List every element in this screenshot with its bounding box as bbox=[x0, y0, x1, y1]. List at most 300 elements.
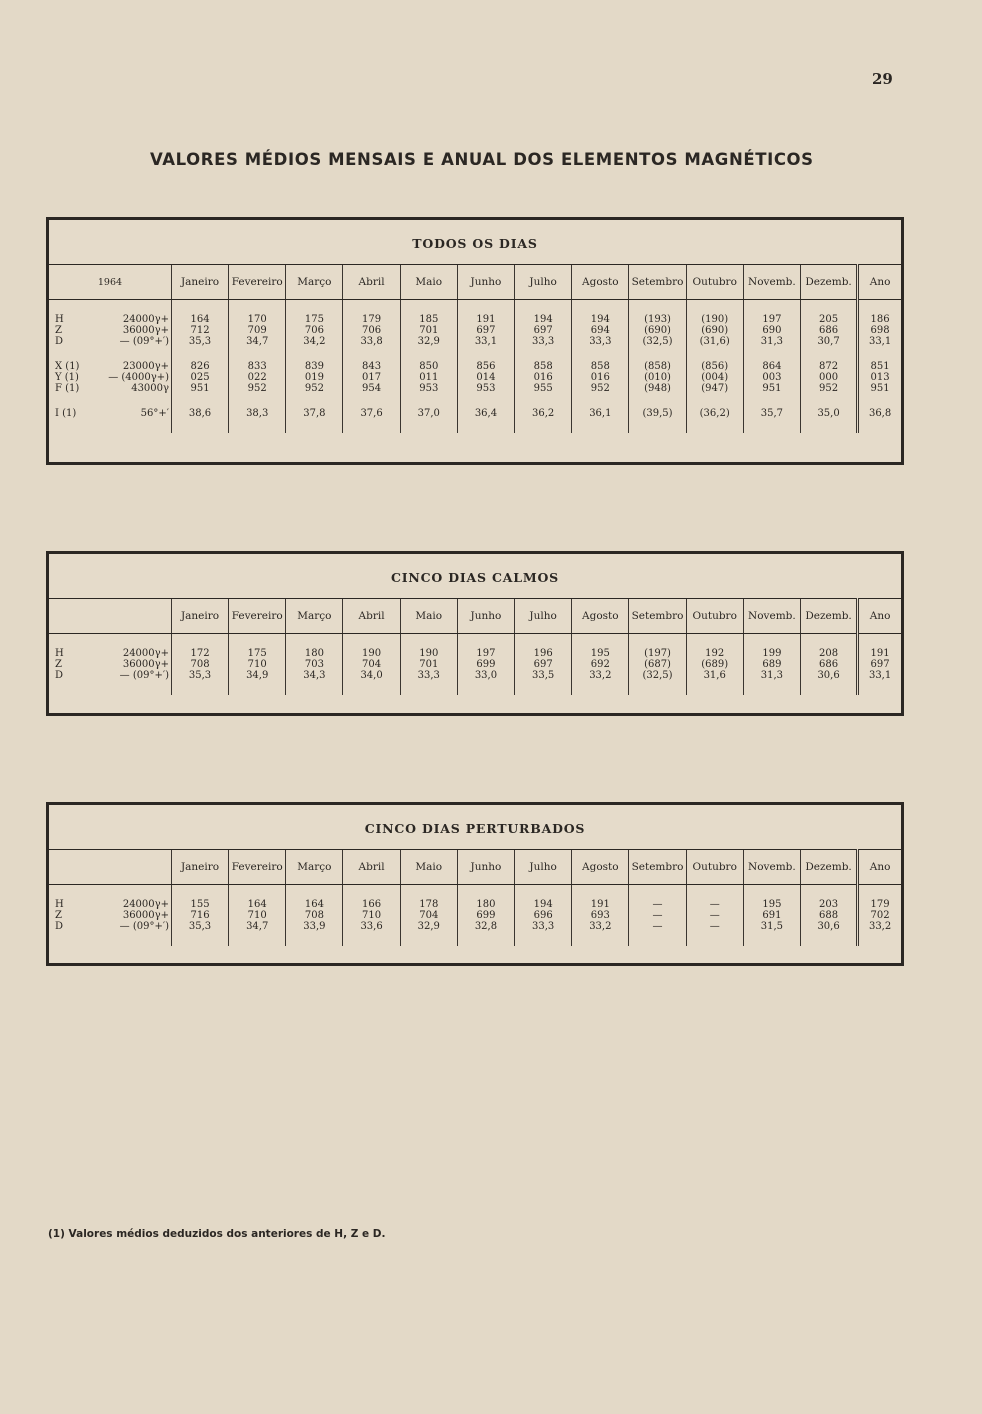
cell-value: 180 bbox=[304, 648, 324, 659]
cell-value: 697 bbox=[533, 659, 553, 670]
month-cell bbox=[800, 899, 857, 932]
month-cell bbox=[171, 314, 228, 347]
month-header: Junho bbox=[457, 599, 514, 634]
element-symbol: D bbox=[55, 336, 64, 347]
base-value: 23000γ+ bbox=[122, 361, 169, 372]
cell-value: 175 bbox=[247, 648, 267, 659]
row-label bbox=[55, 314, 171, 325]
spacer-cell bbox=[858, 885, 901, 900]
spacer-cell bbox=[743, 394, 800, 408]
month-cell bbox=[343, 899, 400, 932]
cell-value: (004) bbox=[701, 372, 729, 383]
cell-value: 197 bbox=[762, 314, 782, 325]
month-cell bbox=[686, 361, 743, 394]
spacer-cell bbox=[343, 394, 400, 408]
cell-value: 872 bbox=[819, 361, 839, 372]
spacer-cell bbox=[686, 347, 743, 361]
cell-value: 35,3 bbox=[188, 670, 212, 681]
spacer-cell bbox=[858, 932, 901, 946]
cell-value: 693 bbox=[590, 910, 610, 921]
month-cell bbox=[457, 314, 514, 347]
year-header bbox=[49, 850, 171, 885]
month-header: Dezemb. bbox=[800, 850, 857, 885]
row-labels bbox=[49, 361, 171, 394]
cell-value: 179 bbox=[870, 899, 890, 910]
cell-value: 33,2 bbox=[589, 670, 612, 681]
month-header: Maio bbox=[400, 265, 457, 300]
cell-value: 951 bbox=[190, 383, 210, 394]
cell-value: 166 bbox=[362, 899, 382, 910]
month-cell bbox=[629, 408, 686, 419]
spacer-cell bbox=[457, 347, 514, 361]
cell-value: 32,8 bbox=[474, 921, 498, 932]
spacer-cell bbox=[171, 419, 228, 433]
cell-value: (197) bbox=[644, 648, 671, 659]
month-header: Junho bbox=[457, 850, 514, 885]
cell-value: (31,6) bbox=[699, 336, 730, 347]
cell-value: 698 bbox=[870, 325, 890, 336]
spacer-cell bbox=[171, 300, 228, 315]
cell-value: 013 bbox=[870, 372, 890, 383]
base-value: 36000γ+ bbox=[122, 325, 169, 336]
row-labels bbox=[49, 408, 171, 419]
cell-value: (690) bbox=[644, 325, 671, 336]
base-value: 36000γ+ bbox=[122, 910, 169, 921]
spacer-cell bbox=[800, 932, 857, 946]
month-cell bbox=[800, 314, 857, 347]
cell-value: 688 bbox=[819, 910, 839, 921]
cell-value: 34,3 bbox=[303, 670, 326, 681]
cell-value: (687) bbox=[644, 659, 671, 670]
table-title: CINCO DIAS PERTURBADOS bbox=[364, 821, 586, 836]
cell-value: 185 bbox=[419, 314, 439, 325]
annual-cell bbox=[858, 314, 901, 347]
row-label bbox=[55, 899, 171, 910]
month-header: Agosto bbox=[572, 599, 629, 634]
cell-value: 33,2 bbox=[868, 921, 892, 932]
cell-value: 205 bbox=[819, 314, 839, 325]
cell-value: 33,8 bbox=[360, 336, 383, 347]
cell-value: 697 bbox=[533, 325, 553, 336]
cell-value: 35,3 bbox=[188, 921, 212, 932]
cell-value: 36,8 bbox=[868, 408, 892, 419]
spacer-cell bbox=[686, 681, 743, 695]
cell-value: (010) bbox=[644, 372, 671, 383]
cell-value: (689) bbox=[701, 659, 729, 670]
cell-value: 952 bbox=[304, 383, 324, 394]
cell-value: (32,5) bbox=[642, 336, 673, 347]
page-number: 29 bbox=[872, 70, 893, 88]
cell-value: 32,9 bbox=[417, 336, 440, 347]
cell-value: — bbox=[709, 910, 720, 921]
spacer-cell bbox=[800, 419, 857, 433]
element-symbol: Y (1) bbox=[55, 372, 79, 383]
spacer-cell bbox=[743, 419, 800, 433]
spacer-cell bbox=[400, 347, 457, 361]
spacer-cell bbox=[171, 634, 228, 649]
spacer-cell bbox=[743, 300, 800, 315]
month-cell bbox=[629, 314, 686, 347]
month-cell bbox=[457, 648, 514, 681]
spacer-cell bbox=[49, 394, 171, 408]
cell-value: 33,1 bbox=[474, 336, 498, 347]
spacer-cell bbox=[49, 300, 171, 315]
cell-value: 708 bbox=[304, 910, 324, 921]
cell-value: 704 bbox=[419, 910, 439, 921]
annual-header: Ano bbox=[858, 850, 901, 885]
row-label bbox=[55, 408, 171, 419]
cell-value: 709 bbox=[247, 325, 267, 336]
month-cell bbox=[229, 361, 286, 394]
spacer-cell bbox=[686, 419, 743, 433]
month-header: Setembro bbox=[629, 850, 686, 885]
cell-value: 003 bbox=[762, 372, 782, 383]
spacer-cell bbox=[457, 300, 514, 315]
cell-value: 33,0 bbox=[474, 670, 498, 681]
month-cell bbox=[743, 899, 800, 932]
spacer-cell bbox=[457, 634, 514, 649]
cell-value: 33,1 bbox=[868, 336, 892, 347]
month-cell bbox=[515, 361, 572, 394]
cell-value: 833 bbox=[247, 361, 267, 372]
cell-value: 694 bbox=[590, 325, 610, 336]
month-cell bbox=[400, 899, 457, 932]
month-cell bbox=[229, 648, 286, 681]
month-cell bbox=[515, 314, 572, 347]
spacer-cell bbox=[229, 885, 286, 900]
spacer-cell bbox=[286, 394, 343, 408]
cell-value: — bbox=[652, 899, 663, 910]
spacer-cell bbox=[400, 394, 457, 408]
base-value: — (09°+′) bbox=[119, 921, 169, 932]
month-cell bbox=[572, 361, 629, 394]
spacer-cell bbox=[49, 634, 171, 649]
month-cell bbox=[800, 408, 857, 419]
annual-cell bbox=[858, 899, 901, 932]
month-cell bbox=[572, 899, 629, 932]
spacer-cell bbox=[343, 681, 400, 695]
cell-value: 33,3 bbox=[532, 921, 555, 932]
row-label bbox=[55, 670, 171, 681]
row-label bbox=[55, 361, 171, 372]
month-cell bbox=[286, 648, 343, 681]
element-symbol: X (1) bbox=[55, 361, 80, 372]
cell-value: 953 bbox=[419, 383, 439, 394]
cell-value: 38,6 bbox=[188, 408, 212, 419]
table-row bbox=[49, 408, 901, 419]
spacer-cell bbox=[800, 885, 857, 900]
month-cell bbox=[400, 408, 457, 419]
month-cell bbox=[400, 648, 457, 681]
spacer-cell bbox=[743, 347, 800, 361]
cell-value: 191 bbox=[476, 314, 496, 325]
spacer-row bbox=[49, 634, 901, 649]
table-row bbox=[49, 361, 901, 394]
spacer-cell bbox=[229, 932, 286, 946]
table-row bbox=[49, 899, 901, 932]
month-header: Outubro bbox=[686, 265, 743, 300]
cell-value: 858 bbox=[590, 361, 610, 372]
spacer-cell bbox=[49, 932, 171, 946]
cell-value: 186 bbox=[870, 314, 890, 325]
cell-value: 952 bbox=[819, 383, 839, 394]
spacer-cell bbox=[629, 394, 686, 408]
cell-value: 203 bbox=[819, 899, 839, 910]
cell-value: 199 bbox=[762, 648, 782, 659]
cell-value: (193) bbox=[644, 314, 671, 325]
month-cell bbox=[686, 648, 743, 681]
cell-value: 016 bbox=[590, 372, 610, 383]
cell-value: — bbox=[652, 910, 663, 921]
cell-value: 025 bbox=[190, 372, 210, 383]
month-header: Janeiro bbox=[171, 850, 228, 885]
spacer-cell bbox=[49, 419, 171, 433]
cell-value: 37,0 bbox=[417, 408, 440, 419]
month-header: Setembro bbox=[629, 599, 686, 634]
cell-value: 712 bbox=[190, 325, 210, 336]
month-cell bbox=[515, 648, 572, 681]
cell-value: 706 bbox=[304, 325, 324, 336]
spacer-cell bbox=[629, 300, 686, 315]
spacer-cell bbox=[457, 932, 514, 946]
cell-value: (39,5) bbox=[642, 408, 673, 419]
spacer-cell bbox=[286, 634, 343, 649]
month-cell bbox=[286, 408, 343, 419]
spacer-cell bbox=[572, 347, 629, 361]
data-table bbox=[49, 598, 901, 695]
spacer-cell bbox=[858, 634, 901, 649]
base-value: 24000γ+ bbox=[122, 314, 169, 325]
element-symbol: Z bbox=[55, 659, 62, 670]
spacer-cell bbox=[171, 347, 228, 361]
spacer-cell bbox=[457, 394, 514, 408]
month-cell bbox=[343, 648, 400, 681]
cell-value: 686 bbox=[819, 325, 839, 336]
cell-value: 686 bbox=[819, 659, 839, 670]
month-cell bbox=[629, 361, 686, 394]
spacer-cell bbox=[343, 932, 400, 946]
month-cell bbox=[800, 648, 857, 681]
month-header: Fevereiro bbox=[229, 599, 286, 634]
month-cell bbox=[457, 408, 514, 419]
cell-value: 33,6 bbox=[360, 921, 383, 932]
cell-value: 839 bbox=[304, 361, 324, 372]
cell-value: (32,5) bbox=[642, 670, 673, 681]
cell-value: 864 bbox=[762, 361, 782, 372]
spacer-cell bbox=[686, 300, 743, 315]
month-cell bbox=[171, 648, 228, 681]
cell-value: 34,9 bbox=[246, 670, 269, 681]
table-row bbox=[49, 314, 901, 347]
cell-value: 196 bbox=[533, 648, 553, 659]
element-symbol: H bbox=[55, 314, 64, 325]
cell-value: 851 bbox=[870, 361, 890, 372]
spacer-cell bbox=[343, 347, 400, 361]
cell-value: 30,6 bbox=[817, 921, 840, 932]
month-cell bbox=[572, 314, 629, 347]
month-cell bbox=[743, 648, 800, 681]
cell-value: 190 bbox=[419, 648, 439, 659]
cell-value: 34,7 bbox=[246, 921, 269, 932]
month-header: Novemb. bbox=[743, 599, 800, 634]
spacer-cell bbox=[286, 681, 343, 695]
cell-value: 180 bbox=[476, 899, 496, 910]
spacer-cell bbox=[286, 885, 343, 900]
element-symbol: I (1) bbox=[55, 408, 77, 419]
cell-value: 690 bbox=[762, 325, 782, 336]
spacer-cell bbox=[629, 347, 686, 361]
cell-value: 954 bbox=[362, 383, 382, 394]
cell-value: 197 bbox=[476, 648, 496, 659]
cell-value: 30,6 bbox=[817, 670, 840, 681]
month-header: Novemb. bbox=[743, 850, 800, 885]
cell-value: 175 bbox=[304, 314, 324, 325]
spacer-cell bbox=[800, 300, 857, 315]
cell-value: 858 bbox=[533, 361, 553, 372]
spacer-cell bbox=[400, 634, 457, 649]
element-symbol: Z bbox=[55, 910, 62, 921]
cell-value: 164 bbox=[247, 899, 267, 910]
cell-value: 016 bbox=[533, 372, 553, 383]
cell-value: — bbox=[709, 921, 720, 932]
month-cell bbox=[743, 408, 800, 419]
base-value: 43000γ bbox=[131, 383, 169, 394]
cell-value: 710 bbox=[362, 910, 382, 921]
row-label bbox=[55, 910, 171, 921]
month-cell bbox=[229, 314, 286, 347]
spacer-cell bbox=[171, 681, 228, 695]
spacer-cell bbox=[515, 681, 572, 695]
month-cell bbox=[400, 314, 457, 347]
month-header: Março bbox=[286, 599, 343, 634]
cell-value: 31,6 bbox=[703, 670, 726, 681]
month-header: Abril bbox=[343, 265, 400, 300]
month-header: Janeiro bbox=[171, 265, 228, 300]
table-title: CINCO DIAS CALMOS bbox=[391, 570, 559, 585]
cell-value: 019 bbox=[304, 372, 324, 383]
spacer-cell bbox=[858, 681, 901, 695]
cell-value: 36,2 bbox=[532, 408, 555, 419]
spacer-cell bbox=[229, 300, 286, 315]
cell-value: 692 bbox=[590, 659, 610, 670]
cell-value: 022 bbox=[247, 372, 267, 383]
cell-value: 953 bbox=[476, 383, 496, 394]
cell-value: 35,7 bbox=[760, 408, 784, 419]
row-label bbox=[55, 648, 171, 659]
cell-value: 32,9 bbox=[417, 921, 440, 932]
month-cell bbox=[171, 408, 228, 419]
table-row bbox=[49, 648, 901, 681]
cell-value: 31,5 bbox=[760, 921, 784, 932]
cell-value: 208 bbox=[819, 648, 839, 659]
cell-value: 697 bbox=[870, 659, 890, 670]
month-header: Novemb. bbox=[743, 265, 800, 300]
cell-value: 710 bbox=[247, 910, 267, 921]
month-cell bbox=[286, 361, 343, 394]
cell-value: 701 bbox=[419, 659, 439, 670]
cell-value: 33,3 bbox=[589, 336, 612, 347]
spacer-cell bbox=[686, 932, 743, 946]
spacer-cell bbox=[229, 347, 286, 361]
spacer-cell bbox=[229, 394, 286, 408]
month-cell bbox=[686, 314, 743, 347]
cell-value: 38,3 bbox=[246, 408, 269, 419]
spacer-cell bbox=[286, 347, 343, 361]
base-value: 24000γ+ bbox=[122, 899, 169, 910]
month-cell bbox=[343, 361, 400, 394]
cell-value: 170 bbox=[247, 314, 267, 325]
cell-value: 35,3 bbox=[188, 336, 212, 347]
spacer-cell bbox=[286, 300, 343, 315]
spacer-cell bbox=[515, 394, 572, 408]
spacer-cell bbox=[800, 347, 857, 361]
spacer-cell bbox=[800, 634, 857, 649]
month-header: Agosto bbox=[572, 850, 629, 885]
spacer-cell bbox=[515, 419, 572, 433]
cell-value: 33,9 bbox=[303, 921, 326, 932]
year-header bbox=[49, 599, 171, 634]
spacer-cell bbox=[286, 932, 343, 946]
spacer-cell bbox=[229, 681, 286, 695]
cell-value: (858) bbox=[644, 361, 671, 372]
cell-value: 703 bbox=[304, 659, 324, 670]
cell-value: 706 bbox=[362, 325, 382, 336]
cell-value: 37,8 bbox=[303, 408, 326, 419]
spacer-row bbox=[49, 300, 901, 315]
month-cell bbox=[572, 648, 629, 681]
cell-value: 704 bbox=[362, 659, 382, 670]
cell-value: 155 bbox=[190, 899, 210, 910]
cell-value: (36,2) bbox=[699, 408, 730, 419]
cell-value: 178 bbox=[419, 899, 439, 910]
spacer-cell bbox=[515, 885, 572, 900]
base-value: — (09°+′) bbox=[119, 336, 169, 347]
table-cinco-dias-calmos bbox=[46, 551, 904, 716]
cell-value: 000 bbox=[819, 372, 839, 383]
cell-value: 34,2 bbox=[303, 336, 326, 347]
month-header: Julho bbox=[515, 599, 572, 634]
spacer-row bbox=[49, 885, 901, 900]
spacer-cell bbox=[572, 634, 629, 649]
cell-value: 952 bbox=[247, 383, 267, 394]
month-cell bbox=[629, 899, 686, 932]
cell-value: 843 bbox=[362, 361, 382, 372]
spacer-cell bbox=[686, 634, 743, 649]
year-header: 1964 bbox=[49, 265, 171, 300]
cell-value: 710 bbox=[247, 659, 267, 670]
spacer-cell bbox=[171, 885, 228, 900]
spacer-cell bbox=[572, 681, 629, 695]
month-cell bbox=[343, 408, 400, 419]
cell-value: 33,2 bbox=[589, 921, 612, 932]
spacer-row bbox=[49, 347, 901, 361]
spacer-row bbox=[49, 932, 901, 946]
cell-value: 33,5 bbox=[532, 670, 555, 681]
data-table bbox=[49, 264, 901, 433]
spacer-row bbox=[49, 681, 901, 695]
cell-value: — bbox=[652, 921, 663, 932]
month-header: Abril bbox=[343, 850, 400, 885]
cell-value: 952 bbox=[590, 383, 610, 394]
spacer-cell bbox=[743, 932, 800, 946]
cell-value: 014 bbox=[476, 372, 496, 383]
month-header: Maio bbox=[400, 599, 457, 634]
spacer-cell bbox=[800, 394, 857, 408]
spacer-cell bbox=[515, 932, 572, 946]
cell-value: (947) bbox=[701, 383, 729, 394]
spacer-cell bbox=[572, 419, 629, 433]
month-cell bbox=[171, 361, 228, 394]
